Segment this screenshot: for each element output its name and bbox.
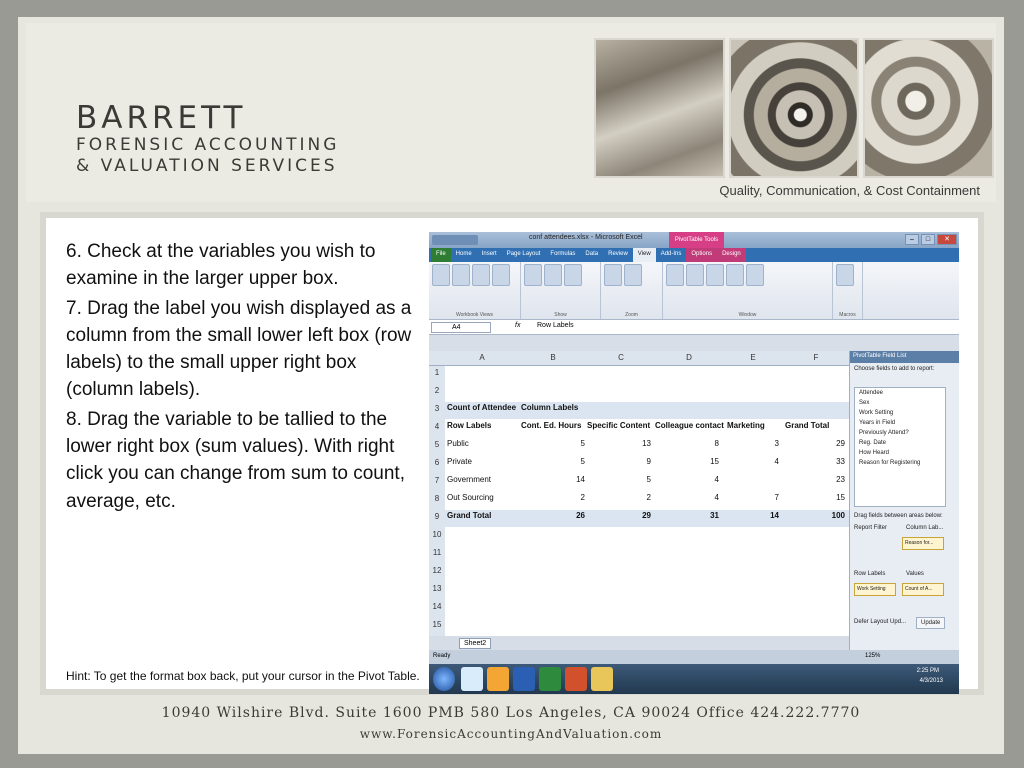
quick-access-toolbar[interactable]: [432, 235, 478, 245]
group-label: Window: [738, 312, 757, 318]
page-layout-button[interactable]: [452, 264, 470, 286]
pivot-row-label[interactable]: Public: [447, 439, 469, 448]
outlook-icon[interactable]: [487, 667, 509, 691]
window-title: conf attendees.xlsx - Microsoft Excel: [529, 234, 643, 241]
folder-icon[interactable]: [591, 667, 613, 691]
zoom-button[interactable]: [604, 264, 622, 286]
freeze-panes-button[interactable]: [706, 264, 724, 286]
pivot-header[interactable]: Specific Content: [587, 421, 651, 430]
col-header[interactable]: F: [813, 353, 819, 362]
pivot-cell[interactable]: 14: [770, 511, 779, 520]
pivot-cell[interactable]: 29: [836, 439, 845, 448]
row-header[interactable]: 6: [434, 458, 440, 467]
pivot-cell[interactable]: 15: [710, 457, 719, 466]
tab-page-layout[interactable]: Page Layout: [506, 251, 541, 257]
field-list-choose: Choose fields to add to report:: [854, 366, 935, 372]
pivot-cell[interactable]: 3: [774, 439, 779, 448]
pivot-cell[interactable]: 15: [836, 493, 845, 502]
hint-text: Hint: To get the format box back, put your cursor in the Pivot Table.: [66, 669, 420, 683]
ribbon-group-show: [521, 262, 601, 319]
arrange-all-button[interactable]: [686, 264, 704, 286]
start-icon[interactable]: [433, 667, 455, 691]
tab-data[interactable]: Data: [585, 251, 599, 257]
scroll-capital-photo: [863, 38, 994, 178]
update-button[interactable]: Update: [916, 617, 945, 629]
macros-button[interactable]: [836, 264, 854, 286]
clock-date: 4/3/2013: [919, 678, 943, 684]
values-label: Values: [906, 571, 924, 577]
col-header[interactable]: C: [618, 353, 624, 362]
step-7: 7. Drag the label you wish displayed as a column from the small lower left box (row labels) to the small upper right box (column labels).: [66, 297, 412, 401]
header-photos: [594, 38, 994, 178]
row-header[interactable]: 5: [434, 440, 440, 449]
formula-bar: [429, 320, 959, 335]
column-field-drop[interactable]: Reason for...: [902, 537, 944, 550]
row-header[interactable]: 7: [434, 476, 440, 485]
ribbon-tabs: [429, 248, 959, 262]
row-header[interactable]: 4: [434, 422, 440, 431]
group-label: Zoom: [625, 312, 638, 318]
row-header[interactable]: 15: [432, 620, 442, 629]
pivot-cell[interactable]: 5: [646, 475, 651, 484]
col-header[interactable]: E: [750, 353, 756, 362]
field-how-heard[interactable]: How Heard: [859, 450, 890, 456]
ribbon-group-zoom: [601, 262, 663, 319]
field-reg-date[interactable]: Reg. Date: [859, 440, 887, 446]
slide: [18, 17, 1004, 754]
ribbon: [429, 262, 959, 320]
row-field-drop[interactable]: Work Setting: [854, 583, 896, 596]
row-header[interactable]: 14: [432, 602, 442, 611]
excel-screenshot: [429, 232, 959, 694]
pivot-header[interactable]: Colleague contact: [655, 421, 724, 430]
pivot-cell[interactable]: 4: [714, 475, 719, 484]
ribbon-group-workbook-views: [429, 262, 521, 319]
pivot-cell[interactable]: 4: [714, 493, 719, 502]
drag-label: Drag fields between areas below:: [854, 513, 943, 519]
window-buttons: [905, 234, 957, 245]
company-logo: [76, 101, 339, 177]
pivot-header[interactable]: Marketing: [727, 421, 765, 430]
pivot-cell[interactable]: 33: [836, 457, 845, 466]
pivot-column-labels[interactable]: Column Labels: [521, 403, 579, 412]
pivot-row-label[interactable]: Private: [447, 457, 472, 466]
header: [26, 23, 996, 202]
group-label: Workbook Views: [455, 312, 494, 318]
tab-home[interactable]: Home: [455, 251, 472, 257]
pivot-cell[interactable]: 7: [774, 493, 779, 502]
status-text: Ready: [433, 653, 451, 659]
report-filter-label: Report Filter: [854, 525, 888, 531]
field-previously[interactable]: Previously Attend?: [859, 430, 909, 436]
pivot-tools-label: PivotTable Tools: [669, 232, 724, 248]
pivot-header[interactable]: Grand Total: [785, 421, 830, 430]
row-header[interactable]: 11: [432, 548, 442, 557]
row-header[interactable]: 1: [434, 368, 440, 377]
row-header[interactable]: 3: [434, 404, 440, 413]
excel-icon[interactable]: [539, 667, 561, 691]
field-list-box: [854, 387, 946, 507]
pivot-cell[interactable]: 5: [580, 457, 585, 466]
ie-icon[interactable]: [461, 667, 483, 691]
normal-view-button[interactable]: [432, 264, 450, 286]
close-icon[interactable]: ✕: [937, 234, 957, 245]
custom-views-button[interactable]: [492, 264, 510, 286]
zoom-level[interactable]: 125%: [865, 653, 881, 659]
field-sex[interactable]: Sex: [859, 400, 870, 406]
instructions: [66, 238, 412, 517]
column-labels-label: Column Lab...: [906, 525, 944, 531]
row-header[interactable]: 13: [432, 584, 442, 593]
pivot-cell[interactable]: 31: [710, 511, 719, 520]
page-break-button[interactable]: [472, 264, 490, 286]
pivot-cell[interactable]: 23: [836, 475, 845, 484]
windows-taskbar: [429, 664, 959, 694]
field-years[interactable]: Years in Field: [859, 420, 896, 426]
clock-time: 2:25 PM: [916, 668, 939, 674]
worksheet-grid[interactable]: [429, 351, 849, 636]
ribbon-group-window: [663, 262, 833, 319]
pivot-cell[interactable]: 9: [646, 457, 651, 466]
col-header[interactable]: D: [686, 353, 692, 362]
row-headers: [429, 366, 445, 636]
pivot-cell[interactable]: 14: [576, 475, 585, 484]
field-work-setting[interactable]: Work Setting: [859, 410, 894, 416]
tab-file[interactable]: File: [431, 248, 451, 262]
pivot-cell[interactable]: 29: [642, 511, 651, 520]
sheet-tab[interactable]: Sheet2: [459, 638, 491, 649]
value-field-drop[interactable]: Count of A...: [902, 583, 944, 596]
col-header[interactable]: A: [479, 353, 485, 362]
word-icon[interactable]: [513, 667, 535, 691]
new-window-button[interactable]: [666, 264, 684, 286]
pivot-cell[interactable]: 2: [580, 493, 585, 502]
defer-layout-checkbox[interactable]: Defer Layout Upd...: [854, 619, 907, 625]
name-box[interactable]: A4: [431, 322, 491, 333]
pivot-cell[interactable]: 100: [831, 511, 845, 520]
brand-line2: & VALUATION SERVICES: [76, 156, 338, 176]
group-label: Macros: [839, 312, 856, 318]
row-header[interactable]: 8: [434, 494, 440, 503]
ruler-checkbox[interactable]: [524, 264, 542, 286]
pivot-field-list: [849, 351, 959, 650]
fx-icon[interactable]: fx: [515, 322, 521, 329]
pivot-cell[interactable]: 8: [714, 439, 719, 448]
formula-input[interactable]: Row Labels: [537, 322, 574, 329]
pivot-cell[interactable]: 5: [580, 439, 585, 448]
footer-address: 10940 Wilshire Blvd. Suite 1600 PMB 580 Los Angeles, CA 90024 Office 424.222.7770: [161, 705, 861, 721]
pivot-row-label[interactable]: Grand Total: [447, 511, 492, 520]
tab-review[interactable]: Review: [608, 251, 628, 257]
gridlines-checkbox[interactable]: [544, 264, 562, 286]
excel-titlebar: [429, 232, 959, 248]
ribbon-group-macros: [833, 262, 863, 319]
brand-title: BARRETT: [76, 100, 247, 136]
formula-bar-checkbox[interactable]: [564, 264, 582, 286]
pivot-title[interactable]: Count of Attendee: [447, 403, 517, 412]
tab-formulas[interactable]: Formulas: [550, 251, 576, 257]
pivot-header[interactable]: Cont. Ed. Hours: [521, 421, 582, 430]
powerpoint-icon[interactable]: [565, 667, 587, 691]
maximize-icon[interactable]: □: [921, 234, 935, 245]
column-headers: [429, 351, 849, 366]
footer-website[interactable]: www.ForensicAccountingAndValuation.com: [359, 727, 663, 741]
pivot-cell[interactable]: 26: [576, 511, 585, 520]
spiral-staircase-photo: [729, 38, 860, 178]
row-header[interactable]: 10: [432, 530, 442, 539]
status-bar: [429, 650, 959, 664]
pivot-cell[interactable]: 13: [642, 439, 651, 448]
tab-design[interactable]: Design: [717, 248, 746, 262]
field-attendee[interactable]: Attendee: [859, 390, 884, 396]
brand-line1: FORENSIC ACCOUNTING: [76, 135, 340, 155]
zoom-100-button[interactable]: [624, 264, 642, 286]
tagline: Quality, Communication, & Cost Containment: [719, 183, 980, 198]
row-header[interactable]: 2: [434, 386, 440, 395]
tab-view[interactable]: View: [633, 248, 656, 262]
tab-add-ins[interactable]: Add-Ins: [660, 251, 682, 257]
pivot-row-label[interactable]: Out Sourcing: [447, 493, 494, 502]
pivot-cell[interactable]: 2: [646, 493, 651, 502]
group-label: Show: [554, 312, 567, 318]
minimize-icon[interactable]: –: [905, 234, 919, 245]
tab-insert[interactable]: Insert: [481, 251, 497, 257]
pivot-row-label[interactable]: Government: [447, 475, 492, 484]
col-header[interactable]: B: [550, 353, 556, 362]
content-panel: [40, 212, 984, 695]
row-header[interactable]: 12: [432, 566, 442, 575]
field-list-title: PivotTable Field List: [850, 351, 959, 363]
switch-windows-button[interactable]: [746, 264, 764, 286]
step-6: 6. Check at the variables you wish to examine in the larger upper box.: [66, 241, 376, 290]
step-8: 8. Drag the variable to be tallied to the lower right box (sum values). With right click you can change from sum to count, average, etc.: [66, 408, 405, 512]
column-capital-photo: [594, 38, 725, 178]
pivot-row-labels[interactable]: Row Labels: [447, 421, 492, 430]
row-labels-label: Row Labels: [854, 571, 886, 577]
tab-options[interactable]: Options: [686, 248, 717, 262]
save-workspace-button[interactable]: [726, 264, 744, 286]
row-header[interactable]: 9: [434, 512, 440, 521]
pivot-cell[interactable]: 4: [774, 457, 779, 466]
sheet-tabs: [429, 636, 849, 650]
field-reason[interactable]: Reason for Registering: [859, 460, 921, 466]
